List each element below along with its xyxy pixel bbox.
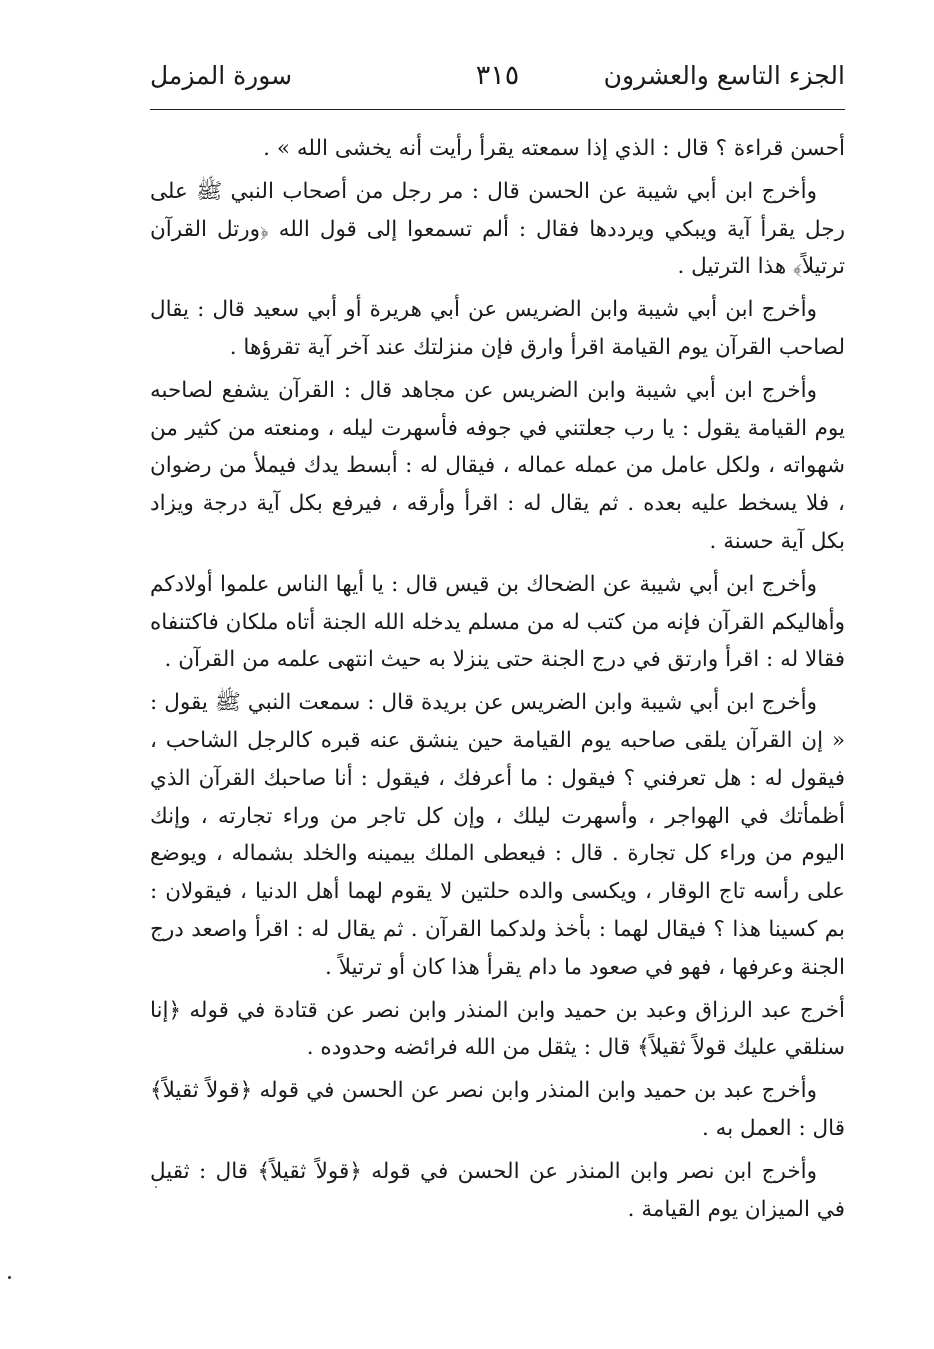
paragraph: وأخرج ابن أبي شيبة عن الضحاك بن قيس قال : يا أيها الناس علموا أولادكم وأهاليكم القرآن فإنه من كتب له من مسلم يدخله الله الجنة أتاه ملكان فاكتنفاه فقالا له : اقرأ وارتق في درج الجنة حتى ينزلا به حيث انتهى علمه من القرآن . — [150, 571, 845, 673]
book-page — [150, 56, 845, 1233]
page-header — [150, 56, 845, 106]
paragraph: وأخرج ابن نصر وابن المنذر عن الحسن في قوله ﴿قولاً ثقيلاً﴾ قال : ثقيل في الميزان يوم القيامة . — [150, 1158, 845, 1222]
paragraph: أخرج عبد الرزاق وعبد بن حميد وابن المنذر وابن نصر عن قتادة في قوله ﴿إنا سنلقي عليك قولاً ثقيلاً﴾ قال : يثقل من الله فرائضه وحدوده . — [150, 997, 845, 1061]
paragraph: أحسن قراءة ؟ قال : الذي إذا سمعته يقرأ رأيت أنه يخشى الله » . — [263, 136, 845, 161]
paragraph: وأخرج ابن أبي شيبة وابن الضريس عن مجاهد قال : القرآن يشفع لصاحبه يوم القيامة يقول : يا رب جعلتني في جوفه فأسهرت ليله ، ومنعته من كثير من شهواته ، ولكل عامل من عمله عماله ، فيقال له : أبسط يدك فيملأ من رضوان ، فلا يسخط عليه بعده . ثم يقال له : اقرأ وأرقه ، فيرفع بكل آية درجة ويزاد بكل آية حسنة . — [150, 377, 845, 554]
page-number: ٣١٥ — [475, 60, 520, 91]
paragraph: وأخرج ابن أبي شيبة وابن الضريس عن أبي هريرة أو أبي سعيد قال : يقال لصاحب القرآن يوم القيامة اقرأ وارق فإن منزلتك عند آخر آية تقرؤها . — [150, 297, 845, 360]
page-body — [150, 130, 845, 1228]
part-title: الجزء التاسع والعشرون — [603, 61, 845, 90]
paragraph: وأخرج ابن أبي شيبة عن الحسن قال : مر رجل من أصحاب النبي ﷺ على رجل يقرأ آية ويبكي ويرددها فقال : ألم تسمعوا إلى قول الله ﴿ورتل القرآن ترتيلاً﴾ هذا الترتيل . — [150, 178, 845, 280]
header-rule — [150, 109, 845, 110]
paragraph: وأخرج ابن أبي شيبة وابن الضريس عن بريدة قال : سمعت النبي ﷺ يقول : « إن القرآن يلقى صاحبه يوم القيامة حين ينشق عنه قبره كالرجل الشاحب ، فيقول له : هل تعرفني ؟ فيقول : ما أعرفك ، فيقول : أنا صاحبك القرآن الذي أظمأتك في الهواجر ، وأسهرت ليلك ، وإن كل تاجر من وراء تجارته ، وإنك اليوم من وراء كل تجارة . قال : فيعطى الملك بيمينه والخلد بشماله ، ويوضع على رأسه تاج الوقار ، ويكسى والده حلتين لا يقوم لهما أهل الدنيا ، فيقولان : بم كسينا هذا ؟ فيقال لهما : بأخذ ولدكما القرآن . ثم يقال له : اقرأ واصعد درج الجنة وعرفها ، فهو في صعود ما دام يقرأ هذا كان أو ترتيلاً . — [150, 690, 845, 980]
scan-speck — [155, 1186, 157, 1188]
scan-speck — [8, 1276, 11, 1279]
surah-title: سورة المزمل — [150, 61, 293, 90]
paragraph: وأخرج عبد بن حميد وابن المنذر وابن نصر عن الحسن في قوله ﴿قولاً ثقيلاً﴾ قال : العمل به . — [150, 1078, 845, 1141]
